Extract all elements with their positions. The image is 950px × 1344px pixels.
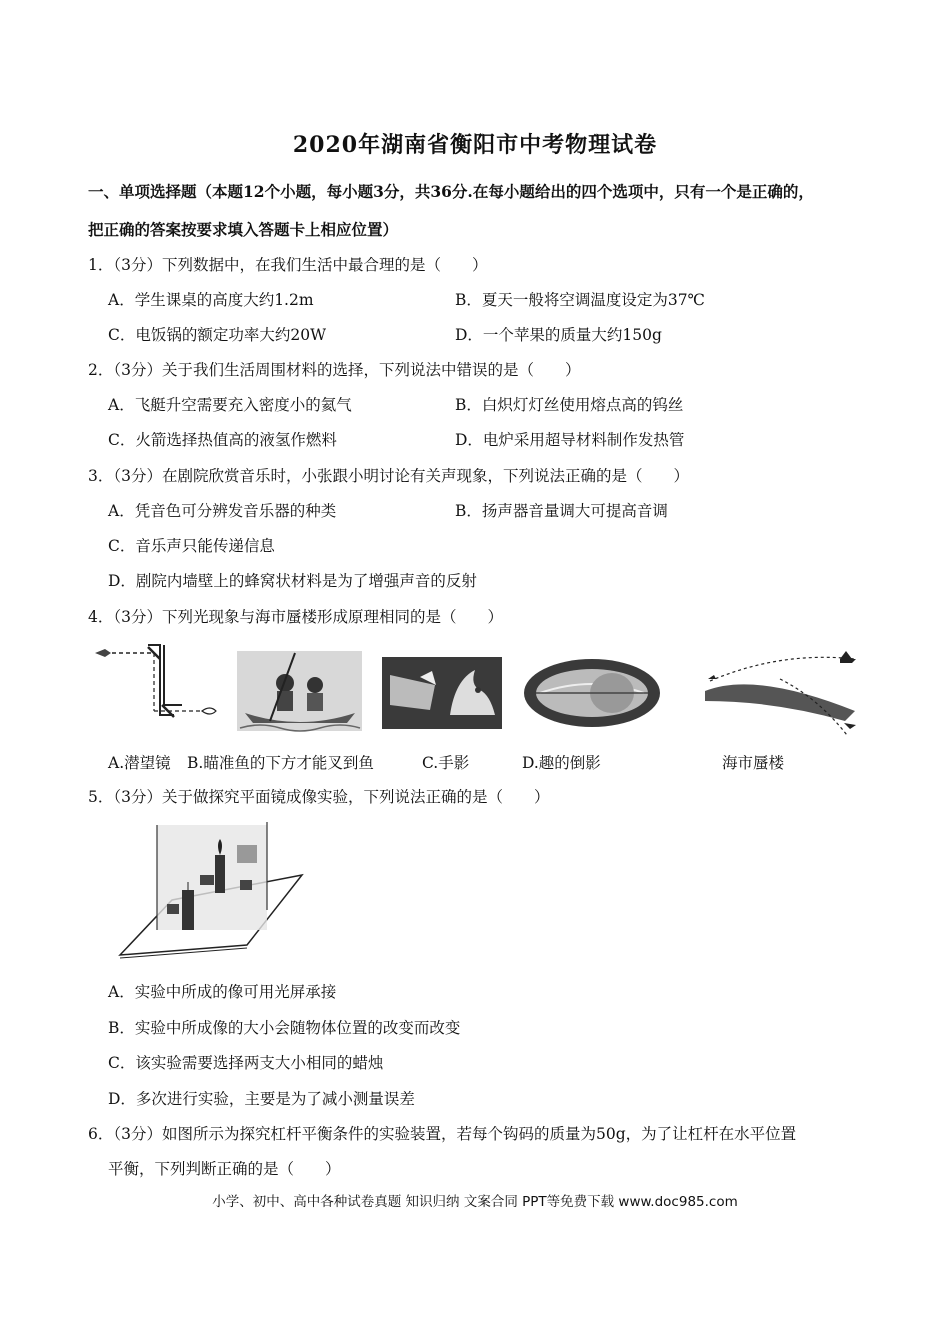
question-1-option-a: A．学生课桌的高度大约1.2m (108, 291, 314, 309)
plane-mirror-experiment-figure (112, 820, 307, 960)
question-2-option-b: B．白炽灯灯丝使用熔点高的钨丝 (455, 396, 684, 414)
reflection-figure (522, 657, 662, 729)
question-4-stem: 4．（3分）下列光现象与海市蜃楼形成原理相同的是（ ） (88, 608, 503, 626)
question-2-option-c: C．火箭选择热值高的液氢作燃料 (108, 431, 337, 449)
question-1-stem: 1．（3分）下列数据中，在我们生活中最合理的是（ ） (88, 256, 488, 274)
question-5-stem: 5．（3分）关于做探究平面镜成像实验，下列说法正确的是（ ） (88, 788, 550, 806)
question-2-option-a: A．飞艇升空需要充入密度小的氦气 (108, 396, 352, 414)
question-5-option-b: B．实验中所成像的大小会随物体位置的改变而改变 (108, 1019, 461, 1037)
question-5-option-a: A．实验中所成的像可用光屏承接 (108, 983, 337, 1001)
page-footer: 小学、初中、高中各种试卷真题 知识归纳 文案合同 PPT等免费下载 www.doc985.com (212, 1194, 738, 1210)
question-3-option-a: A．凭音色可分辨发音乐器的种类 (108, 502, 337, 520)
question-2-option-d: D．电炉采用超导材料制作发热管 (455, 431, 685, 449)
section-heading-line1: 一、单项选择题（本题12个小题，每小题3分，共36分.在每小题给出的四个选项中，只有一个是正确的， (88, 182, 814, 201)
question-3-option-c: C．音乐声只能传递信息 (108, 537, 275, 555)
mirage-figure (700, 651, 865, 736)
question-1-option-d: D．一个苹果的质量大约150g (455, 326, 662, 344)
question-3-stem: 3．（3分）在剧院欣赏音乐时，小张跟小明讨论有关声现象，下列说法正确的是（ ） (88, 467, 689, 485)
question-6-stem-line2: 平衡，下列判断正确的是（ ） (108, 1160, 341, 1178)
figure-label-d: D.趣的倒影 (522, 754, 601, 772)
question-2-stem: 2．（3分）关于我们生活周围材料的选择，下列说法中错误的是（ ） (88, 361, 581, 379)
question-6-stem-line1: 6．（3分）如图所示为探究杠杆平衡条件的实验装置，若每个钩码的质量为50g，为了让杠杆在水平位置 (88, 1125, 797, 1143)
question-3-option-b: B．扬声器音量调大可提高音调 (455, 502, 668, 520)
question-4-figures (90, 643, 870, 743)
question-1-option-c: C．电饭锅的额定功率大约20W (108, 326, 327, 344)
spear-fishing-figure (235, 643, 365, 738)
figure-label-a: A.潜望镜 (108, 754, 171, 772)
hand-shadow-figure (380, 655, 505, 733)
question-5-option-d: D．多次进行实验，主要是为了减小测量误差 (108, 1090, 415, 1108)
section-heading-line2: 把正确的答案按要求填入答题卡上相应位置） (88, 220, 399, 239)
question-3-option-d: D．剧院内墙壁上的蜂窝状材料是为了增强声音的反射 (108, 572, 477, 590)
figure-label-c: C.手影 (422, 754, 470, 772)
figure-label-b: B.瞄准鱼的下方才能叉到鱼 (187, 754, 374, 772)
question-5-option-c: C．该实验需要选择两支大小相同的蜡烛 (108, 1054, 384, 1072)
question-1-option-b: B．夏天一般将空调温度设定为37℃ (455, 291, 705, 309)
figure-label-mirage: 海市蜃楼 (722, 754, 785, 772)
exam-title: 2020年湖南省衡阳市中考物理试卷 (292, 132, 658, 158)
periscope-figure (90, 643, 230, 738)
